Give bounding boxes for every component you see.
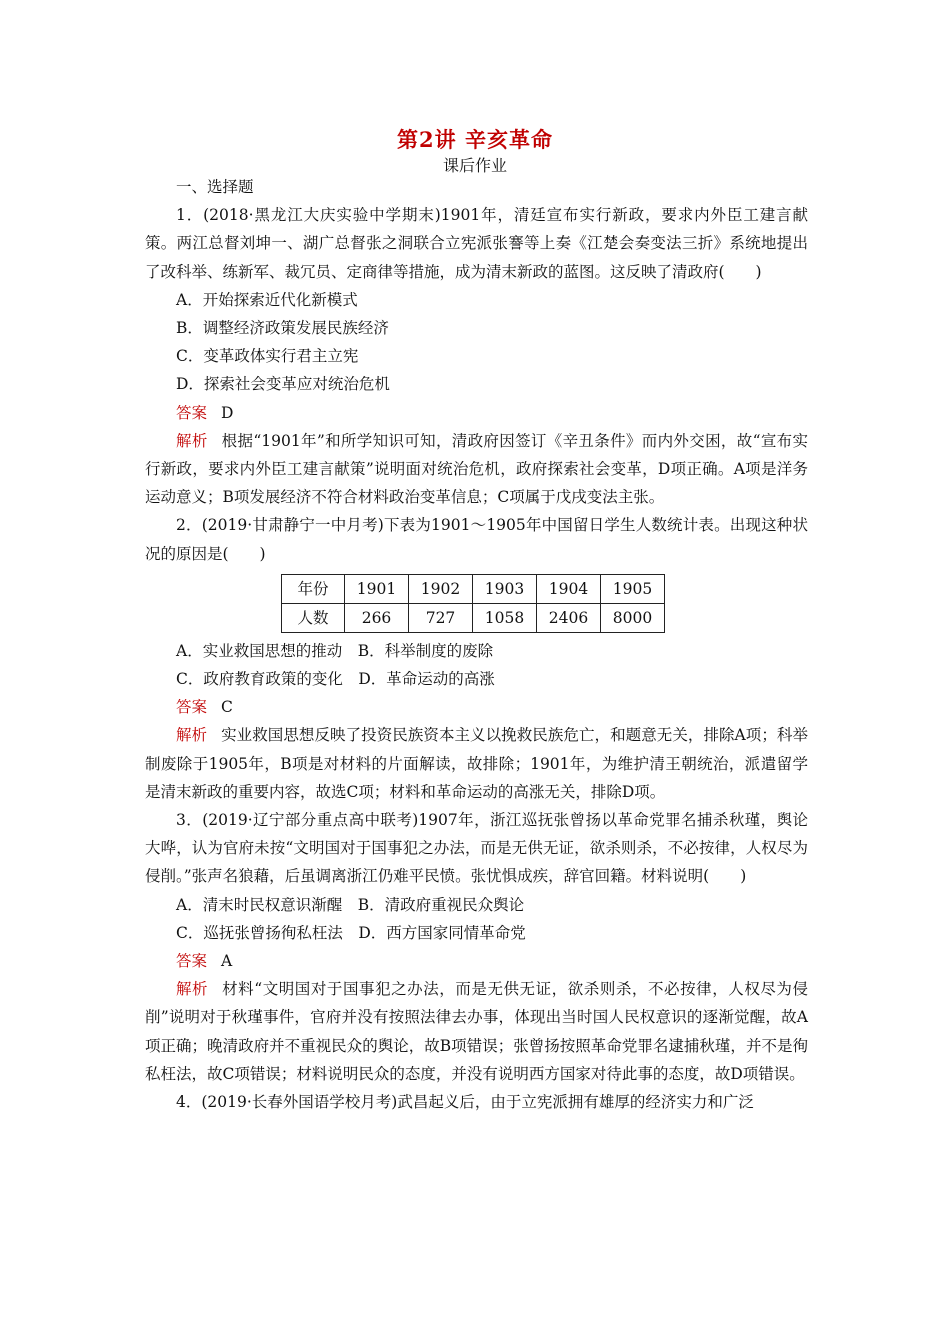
option: A．实业救国思想的推动 B．科举制度的废除 <box>176 641 494 660</box>
table-cell: 266 <box>345 603 409 632</box>
analysis-text: 根据“1901年”和所学知识可知，清政府因签订《辛丑条件》而内外交困，故“宣布实行新政，要求内外臣工建言献策”说明面对统治危机，政府探索社会变革，D项正确。A项是洋务运动意义；B项发展经济不符合材料政治变革信息；C项属于戊戌变法主张。 <box>145 431 808 507</box>
table-cell: 1902 <box>409 574 473 603</box>
page-subtitle: 课后作业 <box>442 156 507 175</box>
analysis-paragraph <box>145 975 808 1088</box>
table-row <box>282 574 665 603</box>
answer-value: D <box>221 403 234 422</box>
option: C．政府教育政策的变化 D．革命运动的高涨 <box>176 670 495 689</box>
analysis-paragraph <box>145 427 808 512</box>
answer-line <box>145 399 808 427</box>
question-stem: 3．(2019·辽宁部分重点高中联考)1907年，浙江巡抚张曾扬以革命党罪名捕杀秋瑾，舆论大哗，认为官府未按“文明国对于国事犯之办法，而是无供无证，欲杀则杀，不必按律，人权尽为侵削。”张声名狼藉，后虽调离浙江仍难平民愤。张忧惧成疾，辞官回籍。材料说明( ) <box>145 811 808 886</box>
option: C．巡抚张曾扬徇私枉法 D．西方国家同情革命党 <box>176 923 526 942</box>
section-heading: 一、选择题 <box>176 178 254 196</box>
analysis-label: 解析 <box>176 726 208 745</box>
option: C．变革政体实行君主立宪 <box>176 347 359 366</box>
answer-value: A <box>221 952 233 971</box>
question-stem: 2．(2019·甘肃静宁一中月考)下表为1901～1905年中国留日学生人数统计表。出现这种状况的原因是( ) <box>145 516 808 563</box>
option: A．清末时民权意识渐醒 B．清政府重视民众舆论 <box>176 895 525 914</box>
analysis-label: 解析 <box>176 980 209 999</box>
question-stem: 4．(2019·长春外国语学校月考)武昌起义后，由于立宪派拥有雄厚的经济实力和广泛 <box>176 1093 754 1112</box>
table-cell: 1901 <box>345 574 409 603</box>
statistics-table <box>281 574 665 633</box>
table-cell: 727 <box>409 603 473 632</box>
table-cell: 1058 <box>473 603 537 632</box>
table-cell: 1905 <box>601 574 665 603</box>
page-title: 第2讲 辛亥革命 <box>397 127 553 152</box>
table-cell: 人数 <box>282 603 345 632</box>
analysis-label: 解析 <box>176 431 208 450</box>
question-stem: 1．(2018·黑龙江大庆实验中学期末)1901年，清廷宣布实行新政，要求内外臣工建言献策。两江总督刘坤一、湖广总督张之洞联合立宪派张謇等上奏《江楚会奏变法三折》系统地提出了改科举、练新军、裁冗员、定商律等措施，成为清末新政的蓝图。这反映了清政府( ) <box>145 206 808 281</box>
document-body <box>145 173 808 1116</box>
analysis-text: 材料“文明国对于国事犯之办法，而是无供无证，欲杀则杀，不必按律，人权尽为侵削”说明对于秋瑾事件，官府并没有按照法律去办事，体现出当时国人民权意识的逐渐觉醒，故A项正确；晚清政府并不重视民众的舆论，故B项错误；张曾扬按照革命党罪名逮捕秋瑾，并不是徇私枉法，故C项错误；材料说明民众的态度，并没有说明西方国家对待此事的态度，故D项错误。 <box>145 980 808 1083</box>
answer-label: 答案 <box>176 698 208 717</box>
table-cell: 2406 <box>537 603 601 632</box>
option: B．调整经济政策发展民族经济 <box>176 319 389 338</box>
table-cell: 1904 <box>537 574 601 603</box>
table-cell: 1903 <box>473 574 537 603</box>
answer-line <box>145 693 808 721</box>
table-row <box>282 603 665 632</box>
answer-line <box>145 947 808 975</box>
answer-value: C <box>221 698 233 717</box>
option: A．开始探索近代化新模式 <box>176 290 358 309</box>
answer-label: 答案 <box>176 403 208 422</box>
answer-label: 答案 <box>176 952 208 971</box>
analysis-paragraph <box>145 721 808 806</box>
table-cell: 年份 <box>282 574 345 603</box>
analysis-text: 实业救国思想反映了投资民族资本主义以挽救民族危亡，和题意无关，排除A项；科举制废除于1905年，B项是对材料的片面解读，故排除；1901年，为维护清王朝统治，派遣留学是清末新政的重要内容，故选C项；材料和革命运动的高涨无关，排除D项。 <box>145 726 808 801</box>
option: D．探索社会变革应对统治危机 <box>176 375 390 394</box>
table-cell: 8000 <box>601 603 665 632</box>
